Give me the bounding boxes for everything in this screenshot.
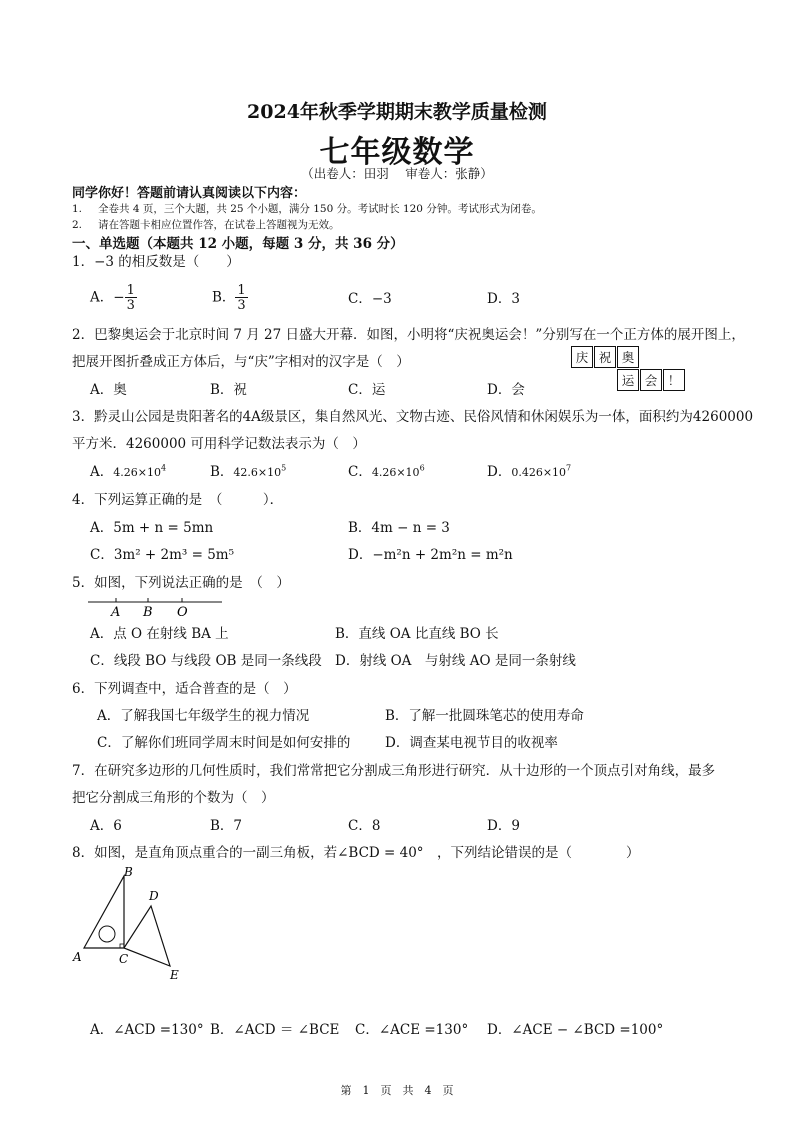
q6-option-a: A．了解我国七年级学生的视力情况	[97, 708, 310, 724]
q2-option-d: D．会	[487, 382, 525, 398]
q2-option-b: B．祝	[210, 382, 247, 398]
q3-option-b-label: B．	[210, 464, 234, 480]
point-label: B	[143, 605, 153, 620]
q6-option-b: B．了解一批圆珠笔芯的使用寿命	[385, 708, 584, 724]
triangle-cde	[124, 906, 170, 966]
triangle-hole	[99, 926, 115, 942]
page-footer: 第 1 页 共 4 页	[340, 1084, 454, 1097]
cube-net-cell: 庆	[571, 346, 593, 368]
q6-option-d: D．调查某电视节目的收视率	[385, 735, 558, 751]
q3-option-b-base: 42.6×10	[233, 466, 282, 479]
q3-option-d-base: 0.426×10	[511, 466, 567, 479]
q4-option-d: D．−m²n + 2m²n = m²n	[348, 547, 513, 563]
q3-option-c	[348, 460, 425, 480]
q3-option-b	[210, 460, 286, 480]
question-4-stem: 4．下列运算正确的是 （ ）．	[72, 492, 284, 508]
q3-option-a-exponent: 4	[160, 463, 167, 473]
fraction-denominator: 3	[237, 298, 246, 313]
q6-option-c: C．了解你们班同学周末时间是如何安排的	[97, 735, 351, 751]
q3-option-a	[90, 460, 166, 480]
q2-option-c: C．运	[348, 382, 386, 398]
notice-item-text: 全卷共 4 页，三个大题，共 25 个小题，满分 150 分。考试时长 120 分钟。考试形式为闭卷。	[98, 203, 542, 215]
point-label: A	[111, 605, 121, 620]
notice-item-text: 请在答题卡相应位置作答，在试卷上答题视为无效。	[98, 219, 340, 231]
q3-option-d-exponent: 7	[566, 463, 572, 473]
vertex-label-e: E	[170, 968, 179, 982]
q8-option-b: B．∠ACD ＝ ∠BCE	[210, 1022, 340, 1038]
q3-option-b-exponent: 5	[281, 463, 287, 473]
cube-net-cell: ！	[663, 369, 685, 391]
q1-option-c: C．−3	[348, 291, 392, 307]
q3-option-c-label: C．	[348, 464, 372, 480]
question-3-line-2: 平方米．4260000 可用科学记数法表示为（ ）	[72, 436, 366, 452]
q1-option-b-label: B．	[212, 289, 236, 306]
q7-option-b: B．7	[210, 818, 243, 834]
notice-heading: 同学你好！答题前请认真阅读以下内容：	[72, 186, 307, 201]
question-2-line-2: 把展开图折叠成正方体后，与“庆”字相对的汉字是（ ）	[72, 354, 410, 370]
q3-option-d-label: D．	[487, 464, 512, 480]
q3-option-d	[487, 460, 571, 480]
q7-option-a: A．6	[90, 818, 122, 834]
question-7-line-1: 7．在研究多边形的几何性质时，我们常常把它分割成三角形进行研究．从十边形的一个顶点引对角线，最多	[72, 763, 716, 779]
fraction-numerator: 1	[237, 283, 246, 298]
q1-option-d: D．3	[487, 291, 520, 307]
q1-option-a-label: A．−	[90, 289, 125, 306]
cube-net-cell: 奥	[617, 346, 639, 368]
vertex-label-a: A	[73, 950, 82, 964]
q5-option-d: D．射线 OA 与射线 AO 是同一条射线	[335, 653, 576, 669]
notice-item-number: 2.	[72, 219, 83, 231]
question-3-line-1: 3．黔灵山公园是贵阳著名的4A级景区，集自然风光、文物古迹、民俗风情和休闲娱乐为一体，面积约为4260000	[72, 409, 754, 425]
subject-title: 七年级数学	[319, 135, 475, 170]
q7-option-d: D．9	[487, 818, 520, 834]
q3-option-a-label: A．	[90, 464, 114, 480]
fraction-numerator: 1	[126, 283, 135, 298]
question-5-stem: 5．如图，下列说法正确的是 （ ）	[72, 575, 290, 591]
triangle-set-figure	[70, 862, 190, 982]
cube-net-cell: 会	[640, 369, 662, 391]
triangle-abc	[84, 876, 124, 948]
authors-line: （出卷人：田羽 审卷人：张静）	[301, 166, 493, 181]
fraction-denominator: 3	[126, 298, 135, 313]
section-heading: 一、单选题（本题共 12 小题，每题 3 分，共 36 分）	[72, 236, 404, 252]
q4-option-a: A．5m + n = 5mn	[90, 520, 214, 536]
q5-option-c: C．线段 BO 与线段 OB 是同一条线段	[90, 653, 322, 669]
q2-option-a: A．奥	[90, 382, 127, 398]
q1-option-b	[212, 284, 248, 312]
q3-option-c-exponent: 6	[419, 463, 425, 473]
q7-option-c: C．8	[348, 818, 381, 834]
q8-option-c: C．∠ACE =130°	[355, 1022, 469, 1038]
cube-net-cell: 祝	[594, 346, 616, 368]
question-2-line-1: 2．巴黎奥运会于北京时间 7 月 27 日盛大开幕．如图，小明将“庆祝奥运会！”分别写在一个正方体的展开图上，	[72, 327, 745, 343]
q5-option-a: A．点 O 在射线 BA 上	[90, 626, 229, 642]
q4-option-b: B．4m − n = 3	[348, 520, 450, 536]
q5-option-b: B．直线 OA 比直线 BO 长	[335, 626, 499, 642]
q4-option-c: C．3m² + 2m³ = 5m⁵	[90, 547, 235, 563]
question-7-line-2: 把它分割成三角形的个数为（ ）	[72, 790, 275, 806]
q8-option-d: D．∠ACE − ∠BCD =100°	[487, 1022, 664, 1038]
vertex-label-d: D	[149, 889, 159, 903]
notice-item	[72, 217, 340, 232]
q3-option-a-base: 4.26×10	[113, 466, 161, 479]
point-label: O	[177, 605, 188, 620]
notice-item	[72, 201, 542, 216]
fraction	[235, 284, 247, 312]
question-6-stem: 6．下列调查中，适合普查的是（ ）	[72, 681, 297, 697]
exam-title: 2024年秋季学期期末教学质量检测	[247, 101, 547, 123]
q5-line-figure	[88, 592, 228, 622]
vertex-label-c: C	[119, 952, 129, 966]
question-8-stem: 8．如图，是直角顶点重合的一副三角板，若∠BCD = 40° ，下列结论错误的是（ ）	[72, 845, 640, 861]
q8-option-a: A．∠ACD =130°	[90, 1022, 204, 1038]
cube-net-cell: 运	[617, 369, 639, 391]
fraction	[125, 284, 137, 312]
notice-item-number: 1.	[72, 203, 83, 215]
question-1-stem: 1．−3 的相反数是（ ）	[72, 254, 240, 270]
vertex-label-b: B	[124, 865, 133, 879]
q3-option-c-base: 4.26×10	[371, 466, 420, 479]
q1-option-a	[90, 284, 137, 312]
